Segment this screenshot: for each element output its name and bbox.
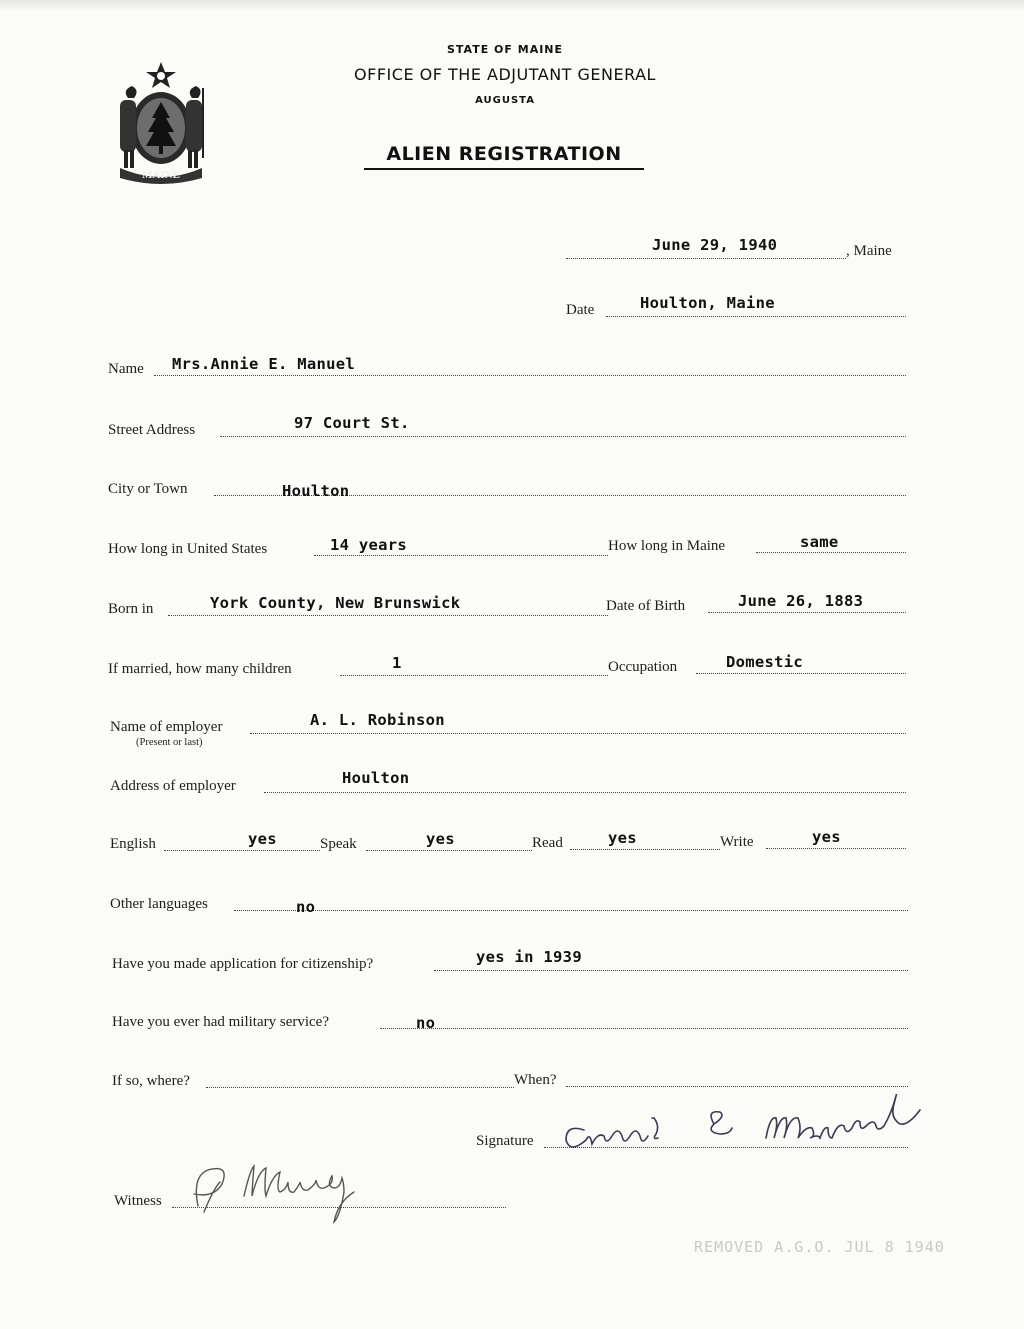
street-label: Street Address bbox=[108, 422, 196, 438]
witness-label: Witness bbox=[114, 1193, 162, 1209]
date-label: Date bbox=[566, 302, 595, 318]
employer-sublabel: (Present or last) bbox=[136, 737, 203, 748]
military-label: Have you ever had military service? bbox=[112, 1014, 329, 1030]
write-line bbox=[766, 848, 906, 849]
citizenship-label: Have you made application for citizenship? bbox=[112, 956, 374, 972]
occupation-label: Occupation bbox=[608, 659, 678, 675]
read-label: Read bbox=[532, 835, 563, 851]
occupation-value: Domestic bbox=[726, 653, 804, 671]
where-line bbox=[206, 1087, 514, 1088]
english-line bbox=[164, 850, 320, 851]
when-label: When? bbox=[514, 1072, 557, 1088]
read-value: yes bbox=[608, 829, 637, 847]
speak-value: yes bbox=[426, 830, 455, 848]
scan-edge bbox=[0, 0, 1024, 12]
citizenship-value: yes in 1939 bbox=[476, 948, 582, 966]
speak-line bbox=[366, 850, 532, 851]
children-label: If married, how many children bbox=[108, 661, 292, 677]
other-lang-value: no bbox=[296, 898, 316, 916]
born-label: Born in bbox=[108, 601, 154, 617]
citizenship-line bbox=[434, 970, 908, 971]
dob-label: Date of Birth bbox=[606, 598, 686, 614]
street-line bbox=[220, 436, 906, 437]
children-line bbox=[340, 675, 608, 676]
maine-value: same bbox=[800, 533, 839, 551]
maine-state-seal bbox=[106, 58, 216, 184]
city-heading: AUGUSTA bbox=[475, 95, 535, 106]
when-line bbox=[566, 1086, 908, 1087]
speak-label: Speak bbox=[320, 836, 357, 852]
street-value: 97 Court St. bbox=[294, 414, 410, 432]
name-label: Name bbox=[108, 361, 144, 377]
received-stamp: REMOVED A.G.O. JUL 8 1940 bbox=[694, 1238, 945, 1256]
maine-line bbox=[756, 552, 906, 553]
name-value: Mrs.Annie E. Manuel bbox=[172, 355, 356, 373]
military-line bbox=[380, 1028, 908, 1029]
date-value: June 29, 1940 bbox=[652, 236, 778, 254]
born-value: York County, New Brunswick bbox=[210, 594, 461, 612]
form-title: ALIEN REGISTRATION bbox=[364, 143, 644, 170]
date-line bbox=[566, 258, 846, 259]
occupation-line bbox=[696, 673, 906, 674]
state-heading: STATE OF MAINE bbox=[446, 43, 564, 56]
english-label: English bbox=[110, 836, 156, 852]
born-line bbox=[168, 615, 608, 616]
us-line bbox=[314, 555, 608, 556]
military-value: no bbox=[416, 1014, 436, 1032]
write-label: Write bbox=[720, 834, 754, 850]
applicant-signature bbox=[556, 1094, 968, 1158]
english-value: yes bbox=[248, 830, 277, 848]
us-label: How long in United States bbox=[108, 541, 268, 557]
emp-address-line bbox=[264, 792, 906, 793]
dob-line bbox=[708, 612, 906, 613]
employer-label: Name of employer bbox=[110, 719, 223, 735]
employer-line bbox=[250, 733, 906, 734]
read-line bbox=[570, 849, 720, 850]
maine-label: How long in Maine bbox=[608, 538, 726, 554]
where-label: If so, where? bbox=[112, 1073, 190, 1089]
place-line bbox=[606, 316, 906, 317]
dob-value: June 26, 1883 bbox=[738, 592, 864, 610]
emp-address-label: Address of employer bbox=[110, 778, 236, 794]
children-value: 1 bbox=[392, 654, 402, 672]
other-lang-label: Other languages bbox=[110, 896, 208, 912]
write-value: yes bbox=[812, 828, 841, 846]
city-value: Houlton bbox=[282, 482, 350, 500]
witness-signature bbox=[174, 1156, 414, 1232]
office-heading: OFFICE OF THE ADJUTANT GENERAL bbox=[354, 65, 656, 84]
us-value: 14 years bbox=[330, 536, 408, 554]
city-label: City or Town bbox=[108, 481, 188, 497]
place-value: Houlton, Maine bbox=[640, 294, 775, 312]
employer-value: A. L. Robinson bbox=[310, 711, 445, 729]
maine-suffix: , Maine bbox=[846, 243, 892, 259]
emp-address-value: Houlton bbox=[342, 769, 410, 787]
seal-motto: MAINE bbox=[142, 169, 180, 181]
name-line bbox=[154, 375, 906, 376]
signature-label: Signature bbox=[476, 1133, 534, 1149]
other-lang-line bbox=[234, 910, 908, 911]
